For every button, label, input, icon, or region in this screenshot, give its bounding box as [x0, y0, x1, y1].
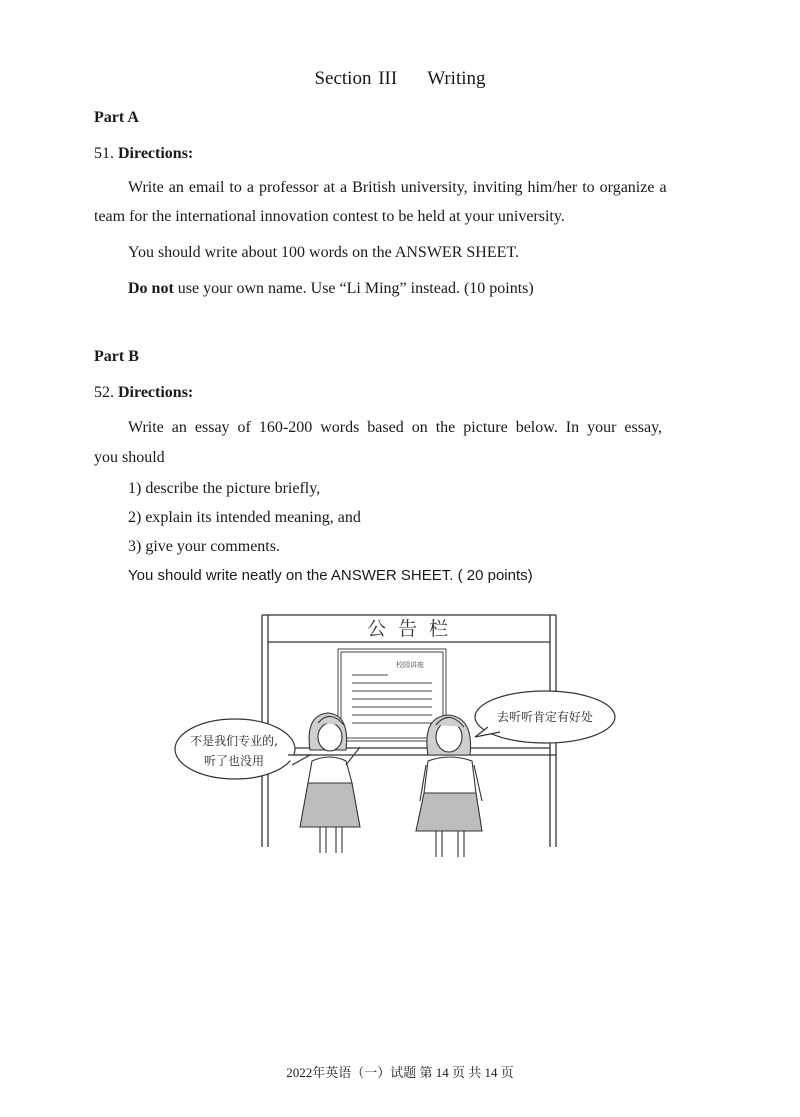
right-speech-bubble: [475, 691, 615, 743]
directions-label: Directions:: [118, 145, 194, 162]
part-a-heading: Part A: [94, 109, 139, 126]
right-bubble-text: 去听听肯定有好处: [496, 710, 594, 724]
question-51-header: [94, 145, 193, 163]
section-title: [0, 68, 800, 90]
part-a-line-2: team for the international innovation contest to be held at your university.: [94, 208, 565, 225]
part-b-item-1: 1) describe the picture briefly,: [128, 480, 321, 497]
part-b-line-2: you should: [94, 449, 165, 466]
left-bubble-line-1: 不是我们专业的,: [190, 734, 278, 748]
notice-heading: 校园讲座: [396, 661, 424, 669]
student-right: [416, 715, 482, 857]
left-speech-bubble: [175, 719, 310, 779]
board-title: 公 告 栏: [366, 618, 452, 640]
page-footer: 2022年英语（一）试题 第 14 页 共 14 页: [286, 1065, 514, 1080]
part-a-line-4: [128, 280, 534, 298]
part-b-heading: Part B: [94, 348, 139, 365]
left-bubble-line-2: 听了也没用: [203, 754, 265, 768]
part-b-last-line: You should write neatly on the ANSWER SHEET. ( 20 points): [128, 567, 533, 584]
question-number: 52.: [94, 384, 114, 401]
part-b-line-1: Write an essay of 160-200 words based on the picture below. In your essay,: [128, 419, 663, 436]
part-a-line-4-rest: use your own name. Use “Li Ming” instead. (10 points): [173, 280, 534, 297]
part-a-line-1: Write an email to a professor at a British university, inviting him/her to organize a: [128, 179, 667, 196]
bulletin-board-illustration: [170, 605, 620, 865]
part-b-item-3: 3) give your comments.: [128, 538, 280, 555]
section-label: Section III: [314, 68, 398, 89]
section-name: Writing: [427, 68, 486, 89]
part-b-item-2: 2) explain its intended meaning, and: [128, 509, 361, 526]
question-number: 51.: [94, 145, 114, 162]
part-a-line-3: You should write about 100 words on the ANSWER SHEET.: [128, 244, 519, 261]
do-not-emphasis: Do not: [128, 280, 174, 297]
question-52-header: [94, 384, 193, 402]
directions-label: Directions:: [118, 384, 194, 401]
student-left: [300, 713, 360, 853]
